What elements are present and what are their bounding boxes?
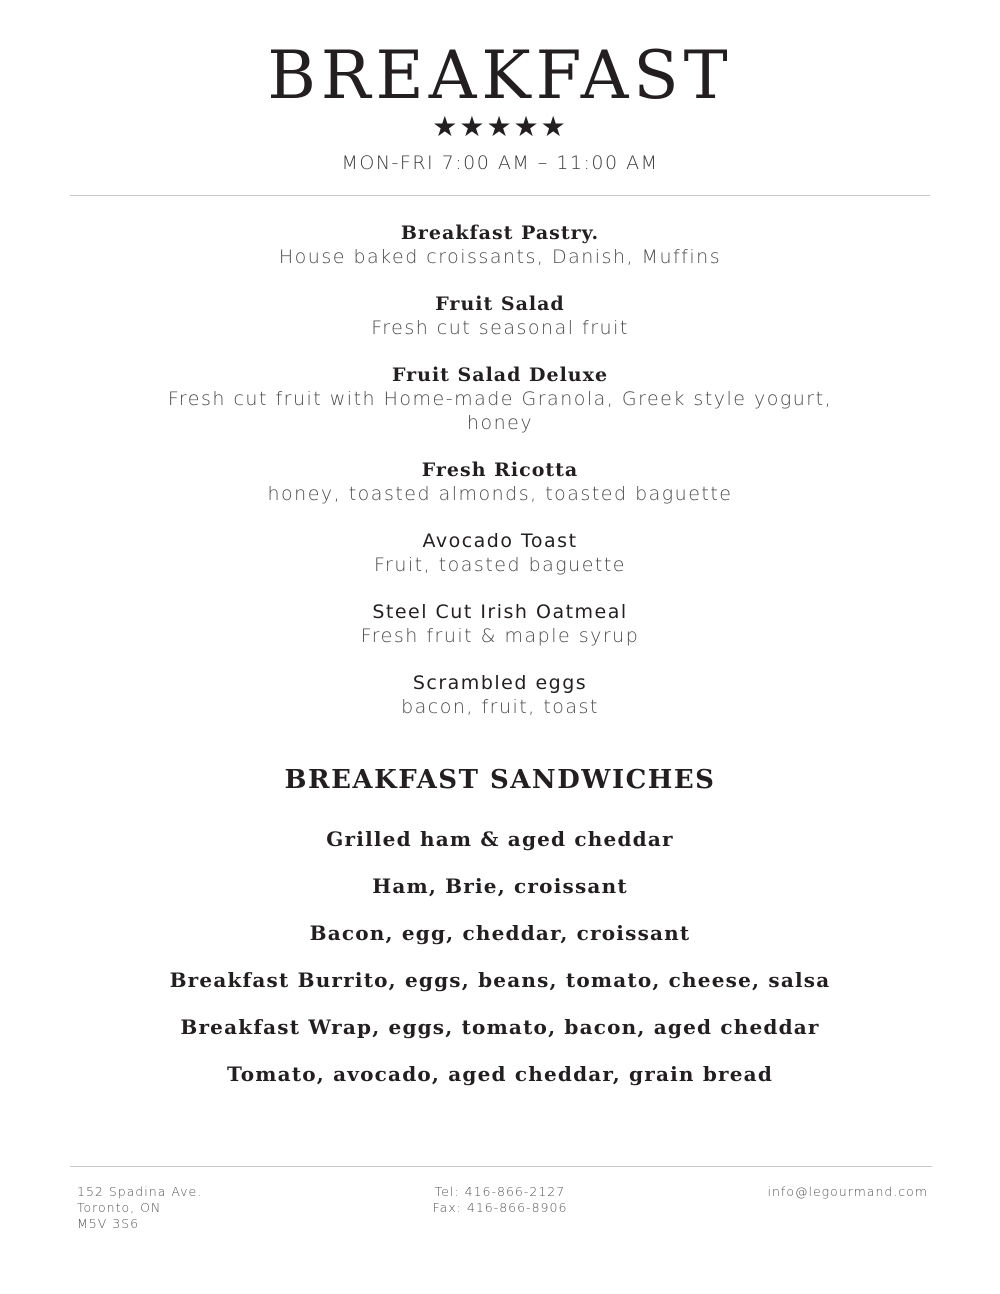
menu-item-description: Fresh cut fruit with Home-made Granola, Greek style yogurt, honey [167,388,833,434]
menu-item [150,221,850,269]
footer-email [768,1184,928,1200]
menu-item-name: Fresh Ricotta [421,459,579,481]
address-line: 152 Spadina Ave. [77,1184,203,1199]
menu-item-description: Fresh fruit & maple syrup [360,625,640,647]
menu-item [150,363,850,435]
menu-item [150,671,850,719]
footer-phone [380,1184,620,1216]
telephone-number: Tel: 416-866-2127 [434,1184,566,1199]
menu-item-name: Steel Cut Irish Oatmeal [372,601,628,623]
menu-item-name: Fruit Salad Deluxe [391,364,609,386]
menu-item-description: bacon, fruit, toast [401,696,599,718]
menu-item [150,600,850,648]
sandwich-menu-list [0,816,1000,1098]
star-rating: ★★★★★ [432,110,568,143]
header-divider [70,195,930,196]
email-address: info@legourmand.com [767,1184,928,1199]
menu-item-description: House baked croissants, Danish, Muffins [278,246,722,268]
menu-item-name: Breakfast Pastry. [400,222,600,244]
menu-item-name: Scrambled eggs [412,672,588,694]
sandwich-item: Grilled ham & aged cheddar [326,827,674,851]
menu-item [150,529,850,577]
sandwich-item: Ham, Brie, croissant [372,874,628,898]
sandwich-item: Breakfast Burrito, eggs, beans, tomato, cheese, salsa [169,968,831,992]
footer-address [77,1184,202,1232]
breakfast-menu-list [150,221,850,742]
menu-item-description: honey, toasted almonds, toasted baguette [267,483,733,505]
menu-item [150,292,850,340]
service-hours: MON-FRI 7:00 AM – 11:00 AM [341,152,659,174]
menu-item-name: Fruit Salad [435,293,565,315]
footer-divider [70,1166,932,1167]
address-line: M5V 3S6 [77,1216,140,1231]
address-line: Toronto, ON [77,1200,162,1215]
sandwich-item: Bacon, egg, cheddar, croissant [309,921,691,945]
sandwich-item: Breakfast Wrap, eggs, tomato, bacon, aged cheddar [180,1015,820,1039]
fax-number: Fax: 416-866-8906 [432,1200,568,1215]
menu-item-description: Fresh cut seasonal fruit [371,317,629,339]
sandwich-item: Tomato, avocado, aged cheddar, grain bread [226,1062,774,1086]
section-title-sandwiches: BREAKFAST SANDWICHES [284,765,716,795]
menu-item [150,458,850,506]
menu-item-description: Fruit, toasted baguette [374,554,626,576]
menu-item-name: Avocado Toast [422,530,578,552]
page-title: BREAKFAST [267,37,733,114]
